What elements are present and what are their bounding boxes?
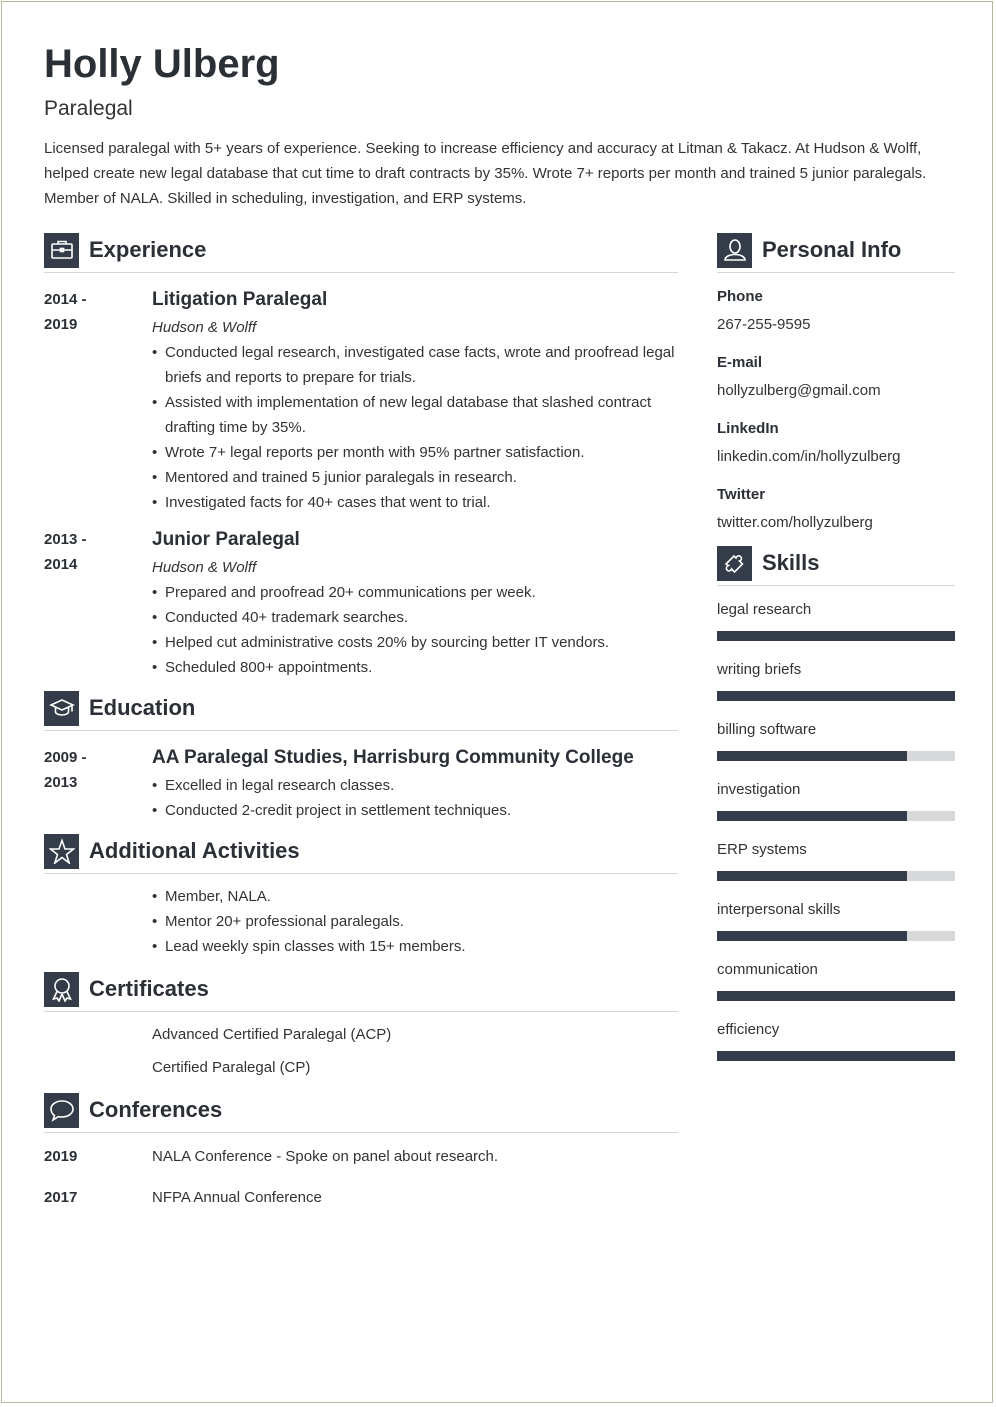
experience-entry: [44, 527, 678, 680]
skills-title: Skills: [762, 550, 820, 575]
certificate-name: Certified Paralegal (CP): [152, 1059, 311, 1076]
candidate-role: Paralegal: [44, 97, 133, 120]
education-title: Education: [89, 695, 196, 720]
skill-level-fill: [717, 871, 907, 881]
conferences-header: [44, 1092, 678, 1133]
skill-level-fill: [717, 811, 907, 821]
list-item: • Helped cut administrative costs 20% by sourcing better IT vendors.: [152, 630, 678, 655]
skill-name: legal research: [717, 601, 812, 618]
conferences-section: [44, 1092, 678, 1210]
conference-entry: [44, 1185, 678, 1210]
list-item: • Investigated facts for 40+ cases that went to trial.: [152, 490, 678, 515]
skill-level-fill: [717, 751, 907, 761]
list-item: • Assisted with implementation of new legal database that slashed contract drafting time by 35%.: [152, 390, 678, 440]
activities-title: Additional Activities: [89, 838, 300, 863]
experience-title: Experience: [89, 237, 207, 262]
email-link[interactable]: hollyzulberg@gmail.com: [717, 382, 881, 399]
graduation-cap-icon: [44, 691, 79, 726]
activities-header: [44, 833, 678, 874]
twitter-link[interactable]: twitter.com/hollyzulberg: [717, 514, 873, 531]
personal-info-header: [717, 232, 955, 273]
certificates-section: [44, 971, 678, 1080]
certificate-entry: [44, 1055, 678, 1080]
list-item: • Mentor 20+ professional paralegals.: [152, 909, 678, 934]
skill-level-bar: [717, 811, 955, 821]
education-section: [44, 690, 678, 823]
list-item: • Conducted 2-credit project in settlement techniques.: [152, 798, 678, 823]
experience-section: [44, 232, 678, 680]
date-end: 2014: [44, 556, 78, 573]
experience-entry: [44, 287, 678, 515]
list-item: • Member, NALA.: [152, 884, 678, 909]
conference-year: 2019: [44, 1148, 78, 1165]
list-item: • Excelled in legal research classes.: [152, 773, 678, 798]
experience-header: [44, 232, 678, 273]
skill-level-fill: [717, 1051, 955, 1061]
briefcase-icon: [44, 233, 79, 268]
resume-header: [44, 40, 944, 211]
skill-item: [717, 600, 955, 641]
company-name: Hudson & Wolff: [152, 319, 257, 336]
phone-label: Phone: [717, 288, 763, 305]
ribbon-award-icon: [44, 972, 79, 1007]
skill-name: investigation: [717, 781, 801, 798]
list-item: • Lead weekly spin classes with 15+ members.: [152, 934, 678, 959]
skill-item: [717, 720, 955, 761]
personal-info-title: Personal Info: [762, 237, 902, 262]
main-column: [44, 232, 678, 1210]
list-item: • Prepared and proofread 20+ communications per week.: [152, 580, 678, 605]
education-header: [44, 690, 678, 731]
skill-name: efficiency: [717, 1021, 780, 1038]
job-title: Litigation Paralegal: [152, 289, 328, 310]
date-spacer: [44, 884, 152, 959]
skill-level-fill: [717, 691, 955, 701]
certificates-header: [44, 971, 678, 1012]
skill-name: billing software: [717, 721, 817, 738]
date-end: 2013: [44, 774, 78, 791]
entry-body: [152, 745, 678, 823]
skill-name: interpersonal skills: [717, 901, 841, 918]
date-spacer: [44, 1055, 152, 1080]
entry-body: [152, 527, 678, 680]
activities-section: [44, 833, 678, 959]
linkedin-link[interactable]: linkedin.com/in/hollyzulberg: [717, 448, 901, 465]
skills-list: [717, 600, 955, 1061]
certificates-title: Certificates: [89, 976, 209, 1001]
skill-level-fill: [717, 991, 955, 1001]
job-bullets: [152, 580, 678, 680]
side-column: [717, 232, 955, 1061]
candidate-name: Holly Ulberg: [44, 42, 280, 86]
list-item: • Conducted 40+ trademark searches.: [152, 605, 678, 630]
list-item: • Conducted legal research, investigated case facts, wrote and proofread legal briefs and reports to prepare for trials.: [152, 340, 678, 390]
conference-text: NFPA Annual Conference: [152, 1189, 322, 1206]
company-name: Hudson & Wolff: [152, 559, 257, 576]
skill-level-bar: [717, 751, 955, 761]
skill-item: [717, 960, 955, 1001]
star-icon: [44, 834, 79, 869]
list-item: • Scheduled 800+ appointments.: [152, 655, 678, 680]
skill-level-bar: [717, 1051, 955, 1061]
person-icon: [717, 233, 752, 268]
activities-bullets: [152, 884, 678, 959]
skill-name: communication: [717, 961, 818, 978]
resume-page: [1, 1, 993, 1403]
email-label: E-mail: [717, 354, 763, 371]
skill-item: [717, 660, 955, 701]
skill-level-bar: [717, 931, 955, 941]
skill-name: ERP systems: [717, 841, 807, 858]
phone-value: 267-255-9595: [717, 316, 811, 333]
twitter-label: Twitter: [717, 486, 766, 503]
entry-body: [152, 884, 678, 959]
certificate-entry: [44, 1022, 678, 1047]
skill-level-fill: [717, 931, 907, 941]
activities-entry: [44, 884, 678, 959]
skills-header: [717, 545, 955, 586]
skill-item: [717, 1020, 955, 1061]
skill-level-bar: [717, 691, 955, 701]
skill-item: [717, 780, 955, 821]
linkedin-label: LinkedIn: [717, 420, 779, 437]
skills-section: [717, 545, 955, 1061]
education-entry: [44, 745, 678, 823]
summary-paragraph: Licensed paralegal with 5+ years of experience. Seeking to increase efficiency and accuracy at Litman & Takacz. At Hudson & Wolff, helped create new legal database that cut time to draft contracts by 35%. Wrote 7+ reports per month and trained 5 junior paralegals. Member of NALA. Skilled in scheduling, investigation, and ERP systems.: [44, 140, 927, 207]
date-spacer: [44, 1022, 152, 1047]
conferences-title: Conferences: [89, 1097, 223, 1122]
job-title: Junior Paralegal: [152, 529, 300, 550]
conference-text: NALA Conference - Spoke on panel about research.: [152, 1148, 499, 1165]
certificate-name: Advanced Certified Paralegal (ACP): [152, 1026, 392, 1043]
skill-item: [717, 840, 955, 881]
entry-body: [152, 287, 678, 515]
puzzle-piece-icon: [717, 546, 752, 581]
degree-title: AA Paralegal Studies, Harrisburg Community College: [152, 747, 634, 768]
conference-entry: [44, 1144, 678, 1169]
date-start: 2013 -: [44, 531, 87, 548]
job-bullets: [152, 340, 678, 515]
conference-year: 2017: [44, 1189, 78, 1206]
skill-level-bar: [717, 991, 955, 1001]
entry-date: [44, 527, 152, 680]
date-end: 2019: [44, 316, 78, 333]
list-item: • Mentored and trained 5 junior paralegals in research.: [152, 465, 678, 490]
date-start: 2014 -: [44, 291, 87, 308]
skill-item: [717, 900, 955, 941]
list-item: • Wrote 7+ legal reports per month with 95% partner satisfaction.: [152, 440, 678, 465]
speech-bubble-icon: [44, 1093, 79, 1128]
entry-date: [44, 287, 152, 515]
skill-level-bar: [717, 871, 955, 881]
education-bullets: [152, 773, 678, 823]
skill-level-fill: [717, 631, 955, 641]
date-start: 2009 -: [44, 749, 87, 766]
skill-name: writing briefs: [717, 661, 802, 678]
personal-info-section: [717, 232, 955, 533]
skill-level-bar: [717, 631, 955, 641]
entry-date: [44, 745, 152, 823]
